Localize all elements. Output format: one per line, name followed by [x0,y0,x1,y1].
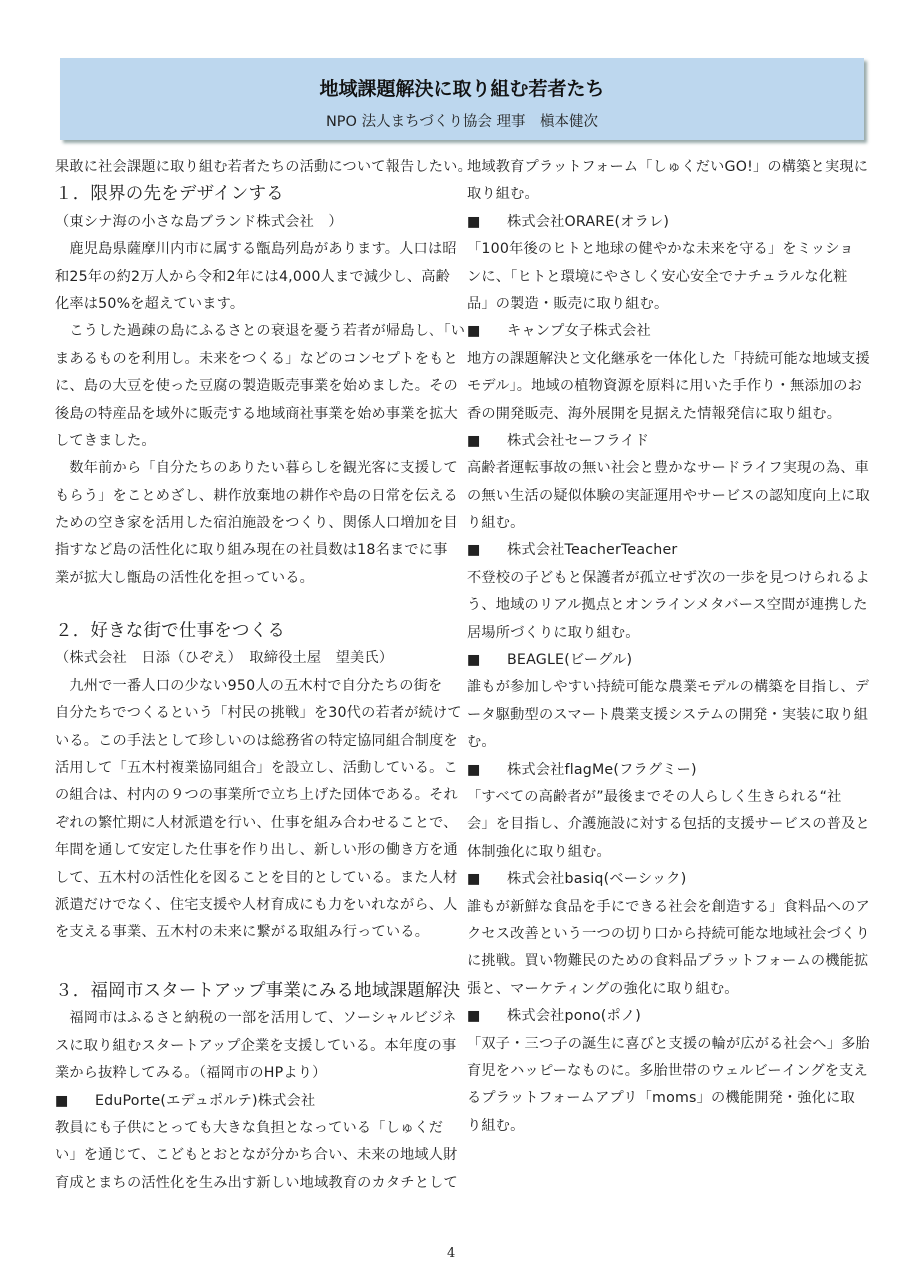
text-line: まあるものを利用し。未来をつくる」などのコンセプトをもと [55,350,458,367]
text-line: 「双子・三つ子の誕生に喜びと支援の輪が広がる社会へ」多胎 [467,1035,870,1052]
company-bullet [467,866,862,893]
section-heading: ３．福岡市スタートアップ事業にみる地域課題解決 [55,981,461,1001]
text-line: モデル」。地域の植物資源を原料に用いた手作り・無添加のお [467,378,863,395]
text-line: 年間を通して安定した仕事を作り出し、新しい形の働き方を通 [55,842,458,859]
text-line: スに取り組むスタートアップ企業を支援している。本年度の事 [55,1037,457,1054]
text-line: 会」を目指し、介護施設に対する包括的支援サービスの普及と [467,816,870,833]
square-bullet-icon: ■ [467,761,481,778]
text-line: り組む。 [467,1117,525,1134]
text-line: 品」の製造・販売に取り組む。 [467,295,669,312]
text-line: む。 [467,734,496,751]
article-title: 地域課題解決に取り組む若者たち [319,79,605,100]
section-3 [55,978,461,1197]
text-line: 業から抜粋してみる。（福岡市のHPより） [55,1065,327,1082]
company-bullet [467,757,862,784]
text-line: クセス改善という一つの切り口から持続可能な地域社会づくり [467,925,870,942]
text-line: 後島の特産品を域外に販売する地域商社事業を始め事業を拡大 [55,405,458,422]
text-line: 派遣だけでなく、住宅支援や人材育成にも力をいれながら、人 [55,896,458,913]
text-line: ンに、「ヒトと環境にやさしく安心安全でナチュラルな化粧 [467,268,848,285]
section-1 [55,154,472,592]
text-line: の組合は、村内の９つの事業所で立ち上げた団体である。それ [55,787,458,804]
section-heading: １．限界の先をデザインする [55,184,284,205]
text-line: 香の開発販売、海外展開を見据えた情報発信に取り組む。 [467,405,842,422]
company-bullet [467,647,862,674]
text-line: 指すなど島の活性化に取り組み現在の社員数は18名までに事 [55,542,448,559]
company-bullet [467,209,862,236]
text-line: 数年前から「自分たちのありたい暮らしを観光客に支援して [55,460,458,477]
text-line: 育成とまちの活性化を生み出す新しい地域教育のカタチとして [55,1174,458,1191]
section-2 [55,618,462,947]
text-line: 居場所づくりに取り組む。 [467,624,640,641]
text-line: 業が拡大し甑島の活性化を担っている。 [55,569,314,586]
company-name: 株式会社ORARE(オラレ) [507,213,670,230]
text-line: して、五木村の活性化を図ることを目的としている。また人材 [55,869,458,886]
square-bullet-icon: ■ [467,652,481,669]
square-bullet-icon: ■ [467,1008,481,1025]
text-line: り組む。 [467,515,525,532]
article-header [60,58,864,140]
company-name: 株式会社pono(ポノ) [507,1008,641,1025]
text-line: を支える事業、五木村の未来に繋がる取組み行っている。 [55,924,430,941]
text-line: 活用して「五木村複業協同組合」を設立し、活動している。こ [55,759,458,776]
company-bullet [55,1088,455,1115]
square-bullet-icon: ■ [467,871,481,888]
text-line: の無い生活の疑似体験の実証運用やサービスの認知度向上に取 [467,487,870,504]
text-line: 高齢者運転事故の無い社会と豊かなサードライフ実現の為、車 [467,460,870,477]
text-line: 誰もが参加しやすい持続可能な農業モデルの構築を目指し、デ [467,679,870,696]
square-bullet-icon: ■ [467,213,481,230]
text-line: 鹿児島県薩摩川内市に属する甑島列島があります。人口は昭 [55,241,457,258]
text-line: してきました。 [55,432,156,449]
text-line: 化率は50%を超えています。 [55,295,245,312]
text-line: ぞれの繁忙期に人材派遣を行い、仕事を組み合わせることで、 [55,814,458,831]
text-line: （株式会社 日添（ひぞえ） 取締役土屋 望美氏） [55,650,394,667]
square-bullet-icon: ■ [467,323,481,340]
square-bullet-icon: ■ [55,1092,69,1109]
text-line: 「すべての高齢者が”最後までその人らしく生きられる“社 [467,788,842,805]
text-line: に挑戦。買い物難民のための食料品プラットフォームの機能拡 [467,953,869,970]
text-line: 教員にも子供にとっても大きな負担となっている「しゅくだ [55,1119,444,1136]
company-name: 株式会社TeacherTeacher [507,542,678,559]
text-line: い」を通じて、こどもとおとなが分かち合い、未来の地域人財 [55,1147,458,1164]
square-bullet-icon: ■ [467,432,481,449]
company-name: EduPorte(エデュポルテ)株式会社 [95,1092,316,1109]
text-line: 自分たちでつくるという「村民の挑戦」を30代の若者が続けて [55,705,462,722]
company-name: 株式会社flagMe(フラグミー) [507,761,697,778]
text-line: 取り組む。 [467,186,539,203]
text-line: いる。この手法として珍しいのは総務省の特定協同組合制度を [55,732,458,749]
text-line: 地域教育プラットフォーム「しゅくだいGO!」の構築と実現に [467,159,869,175]
company-name: 株式会社basiq(ベーシック) [507,871,687,888]
text-line: 地方の課題解決と文化継承を一体化した「持続可能な地域支援 [467,350,870,367]
section-heading: ２．好きな街で仕事をつくる [55,621,286,641]
text-line: 九州で一番人口の少ない950人の五木村で自分たちの街を [55,677,443,694]
text-line: るプラットフォームアプリ「moms」の機能開発・強化に取 [467,1090,855,1107]
text-line: （東シナ海の小さな島ブランド株式会社 ） [55,213,343,230]
page-number: 4 [447,1246,456,1261]
intro-text: 果敢に社会課題に取り組む若者たちの活動について報告したい。 [55,159,472,175]
company-name: キャンプ女子株式会社 [507,323,651,340]
company-bullet [467,318,862,345]
company-bullet [467,428,862,455]
author-line: NPO 法人まちづくり協会 理事 槇本健次 [325,114,599,130]
text-line: 不登校の子どもと保護者が孤立せず次の一歩を見つけられるよ [467,569,870,586]
company-name: 株式会社セーフライド [507,432,650,449]
square-bullet-icon: ■ [467,542,481,559]
text-line: ータ駆動型のスマート農業支援システムの開発・実装に取り組 [467,706,869,723]
text-line: 体制強化に取り組む。 [467,843,611,860]
text-line: 「100年後のヒトと地球の健やかな未来を守る」をミッショ [467,241,854,258]
text-line: もらう」をことめざし、耕作放棄地の耕作や島の日常を伝える [55,487,458,504]
text-line: 張と、マーケティングの強化に取り組む。 [467,980,739,997]
text-line: こうした過疎の島にふるさとの衰退を憂う若者が帰島し､「い [55,323,466,340]
text-line: ための空き家を活用した宿泊施設をつくり、関係人口増加を目 [55,515,458,532]
text-line: に、島の大豆を使った豆腐の製造販売事業を始めました。その [55,378,458,395]
text-line: 育児をハッピーなものに。多胎世帯のウェルビーイングを支え [467,1062,868,1079]
text-line: 誰もが新鮮な食品を手にできる社会を創造する」食料品へのア [467,898,870,915]
text-line: う、地域のリアル拠点とオンラインメタバース空間が連携した [467,597,868,614]
text-line: 福岡市はふるさと納税の一部を活用して、ソーシャルビジネ [55,1010,457,1027]
company-bullet [467,1003,862,1030]
text-line: 和25年の約2万人から令和2年には4,000人まで減少し、高齢 [55,268,451,285]
company-bullet [467,537,862,564]
company-name: BEAGLE(ビーグル) [507,652,633,669]
right-column [467,154,870,1140]
